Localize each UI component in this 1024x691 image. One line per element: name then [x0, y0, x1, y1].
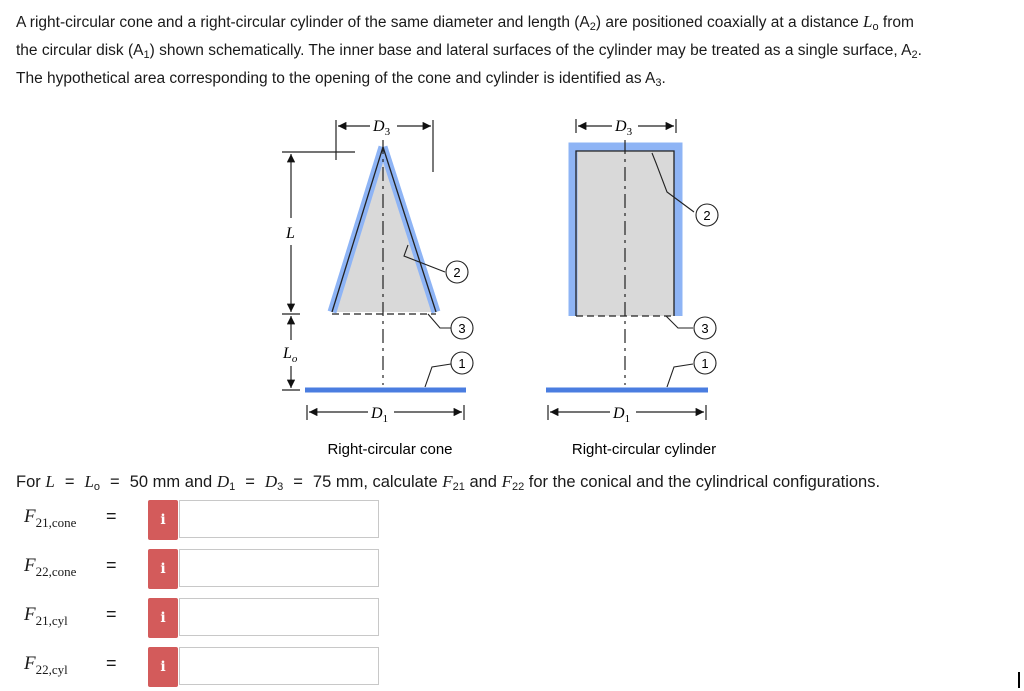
subscript: 3: [277, 481, 284, 493]
problem-text: .: [661, 70, 666, 87]
math-symbol: L: [84, 472, 94, 491]
equals-sign: =: [106, 653, 117, 673]
answer-label: [24, 604, 134, 629]
subscript: 2: [589, 21, 596, 33]
cyl-marker-1-label: 1: [701, 356, 709, 371]
subscript: 21: [452, 481, 465, 493]
cone-lo-label: [282, 345, 298, 365]
symbol: D: [615, 118, 627, 135]
answer-input-f21-cyl[interactable]: [179, 598, 379, 636]
symbol: D: [613, 405, 625, 422]
cone-d3-label: [372, 118, 391, 138]
subscript: 1: [229, 481, 236, 493]
info-icon[interactable]: i: [148, 647, 178, 687]
subscript: 1: [624, 413, 631, 425]
cyl-marker-3-label: 3: [701, 321, 709, 336]
problem-text: A right-circular cone and a right-circular cylinder of the same diameter and length (A: [16, 14, 590, 31]
subscript: 1: [382, 413, 389, 425]
cylinder-diagram: [546, 118, 718, 458]
symbol: F: [24, 555, 36, 576]
cyl-d3-label: [614, 118, 633, 138]
problem-text: from: [878, 14, 914, 31]
subscript: 2: [911, 49, 918, 61]
question-text: 50 mm and: [129, 473, 217, 491]
info-icon[interactable]: i: [148, 598, 178, 638]
cone-caption: Right-circular cone: [327, 441, 453, 458]
math-symbol: F: [442, 472, 453, 491]
symbol: D: [373, 118, 385, 135]
cone-interior: [332, 147, 436, 312]
subscript: 1: [143, 49, 150, 61]
answer-input-f21-cone[interactable]: [179, 500, 379, 538]
answer-label: [24, 653, 134, 678]
answer-label: [24, 555, 134, 580]
cylinder-interior: [576, 150, 678, 316]
text-cursor: [1018, 672, 1020, 688]
equals-sign: =: [245, 473, 255, 491]
cone-d1-label: [370, 405, 388, 425]
subscript: 22: [511, 481, 525, 493]
equals-sign: =: [64, 473, 75, 491]
equals-sign: =: [106, 555, 117, 575]
subscript: 3: [655, 77, 662, 89]
subscript: 21,cyl: [35, 613, 68, 628]
subscript: 22,cone: [35, 564, 77, 579]
symbol: F: [24, 604, 36, 625]
problem-text: ) shown schematically. The inner base and lateral surfaces of the cylinder may be treated as a single surface, A: [149, 42, 912, 59]
symbol: F: [24, 653, 36, 674]
cone-marker-2-label: 2: [453, 265, 461, 280]
math-symbol: D: [216, 472, 230, 491]
equals-sign: =: [110, 473, 120, 491]
equals-sign: =: [293, 473, 303, 491]
question-text: For: [16, 473, 46, 491]
cone-marker-3-label: 3: [458, 321, 466, 336]
cyl-marker-2-label: 2: [703, 208, 711, 223]
math-symbol: D: [264, 472, 278, 491]
symbol: D: [371, 405, 383, 422]
symbol: L: [283, 345, 292, 362]
question-prompt: [16, 472, 880, 493]
cone-diagram: [282, 118, 473, 458]
problem-text: The hypothetical area corresponding to the opening of the cone and cylinder is identified as A: [16, 70, 656, 87]
math-symbol: F: [501, 472, 512, 491]
subscript: 21,cone: [35, 515, 77, 530]
answer-input-f22-cyl[interactable]: [179, 647, 379, 685]
problem-text: the circular disk (A: [16, 42, 144, 59]
cyl-leader-3: [666, 316, 693, 328]
cylinder-caption: Right-circular cylinder: [571, 441, 717, 458]
cyl-leader-1: [667, 364, 693, 387]
math-symbol: L: [45, 472, 55, 491]
question-text: and: [464, 473, 502, 491]
problem-text: ) are positioned coaxially at a distance: [595, 14, 864, 31]
answer-input-f22-cone[interactable]: [179, 549, 379, 587]
subscript: 3: [384, 126, 391, 138]
answer-label: [24, 506, 134, 531]
subscript: 3: [626, 126, 633, 138]
info-icon[interactable]: i: [148, 500, 178, 540]
subscript: o: [93, 481, 101, 493]
equals-sign: =: [106, 604, 117, 624]
cone-marker-1-label: 1: [458, 356, 466, 371]
cone-l-label: L: [286, 225, 295, 242]
problem-text: .: [917, 42, 922, 59]
symbol: F: [24, 506, 36, 527]
subscript: 22,cyl: [35, 662, 68, 677]
question-text: 75 mm, calculate: [312, 473, 443, 491]
cone-leader-1: [425, 364, 451, 387]
equals-sign: =: [106, 506, 117, 526]
question-text: for the conical and the cylindrical configurations.: [524, 473, 881, 491]
subscript: o: [291, 353, 298, 365]
math-symbol: L: [863, 12, 873, 31]
cyl-d1-label: [612, 405, 630, 425]
info-icon[interactable]: i: [148, 549, 178, 589]
subscript: o: [872, 21, 879, 33]
cone-leader-3: [428, 314, 451, 328]
